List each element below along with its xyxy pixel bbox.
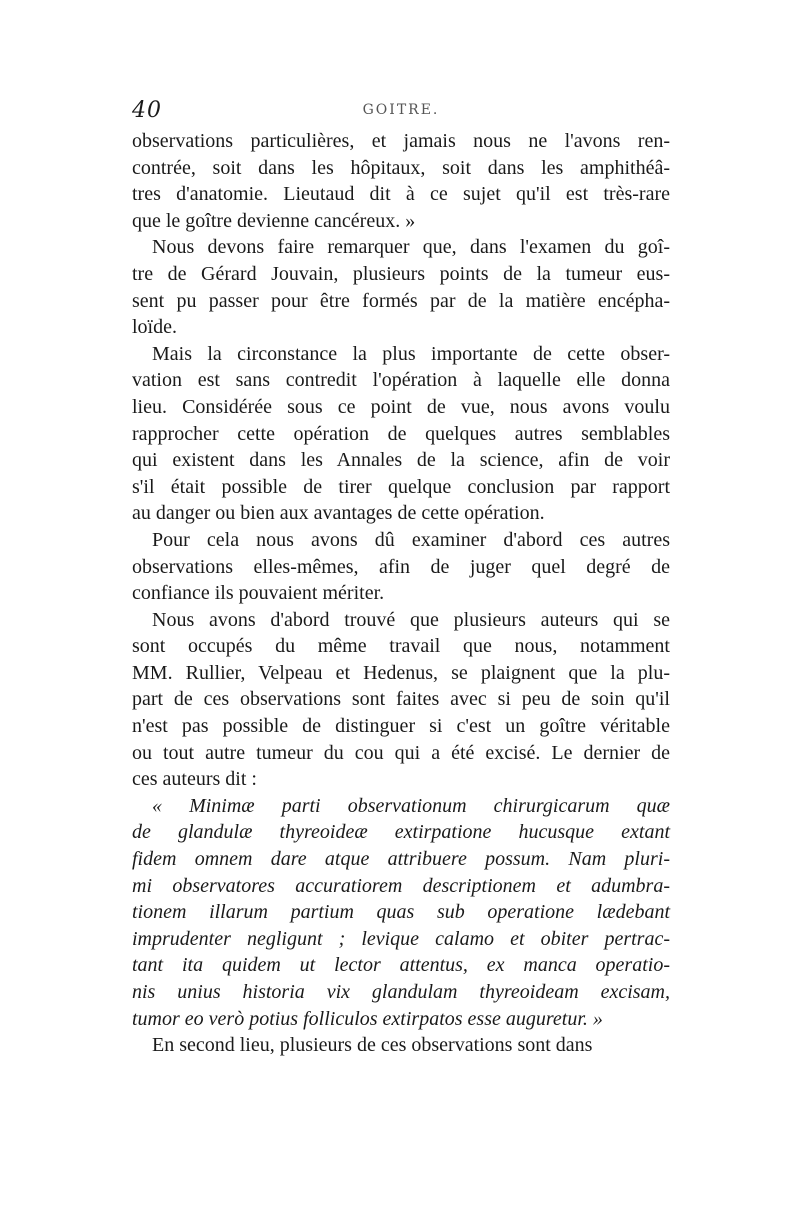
text-line: observations particulières, et jamais nous ne l'avons ren- xyxy=(132,130,670,152)
text-line: sent pu passer pour être formés par de la matière encépha- xyxy=(132,289,670,312)
text-line: qui existent dans les Annales de la science, afin de voir xyxy=(132,449,670,472)
text-line: Nous devons faire remarquer que, dans l'examen du goî- xyxy=(152,236,670,259)
running-head: GOITRE. xyxy=(362,102,440,118)
text-line: vation est sans contredit l'opération à laquelle elle donna xyxy=(132,369,670,392)
text-line: s'il était possible de tirer quelque conclusion par rapport xyxy=(132,475,670,498)
page-header xyxy=(132,98,670,128)
page-number: 40 xyxy=(132,98,162,123)
paragraph xyxy=(132,1032,670,1059)
text-line: loïde. xyxy=(132,316,177,339)
text-line: observations elles-mêmes, afin de juger quel degré de xyxy=(132,555,670,578)
text-line: confiance ils pouvaient mériter. xyxy=(132,582,385,605)
text-line: tionem illarum partium quas sub operatione lædebant xyxy=(132,901,670,924)
text-line: part de ces observations sont faites avec si peu de soin qu'il xyxy=(132,688,670,711)
text-line: mi observatores accuratiorem descriptionem et adumbra- xyxy=(132,874,670,897)
text-line: de glandulæ thyreoideæ extirpatione hucusque extant xyxy=(132,821,670,844)
text-line: contrée, soit dans les hôpitaux, soit dans les amphithéâ- xyxy=(132,156,670,179)
text-line: au danger ou bien aux avantages de cette opération. xyxy=(132,502,545,525)
text-line: tres d'anatomie. Lieutaud dit à ce sujet qu'il est très-rare xyxy=(132,183,670,206)
paragraph xyxy=(132,341,670,527)
paragraph xyxy=(132,128,670,234)
text-line: nis unius historia vix glandulam thyreoideam excisam, xyxy=(132,981,670,1003)
text-line: Pour cela nous avons dû examiner d'abord ces autres xyxy=(152,528,670,551)
latin-quotation xyxy=(132,793,670,1032)
text-line: ou tout autre tumeur du cou qui a été excisé. Le dernier de xyxy=(132,741,670,764)
body-text xyxy=(132,128,670,1059)
text-line: « Minimæ parti observationum chirurgicarum quæ xyxy=(152,794,670,817)
paragraph xyxy=(132,607,670,793)
text-line: imprudenter negligunt ; levique calamo et obiter pertrac- xyxy=(132,927,670,950)
text-line: MM. Rullier, Velpeau et Hedenus, se plaignent que la plu- xyxy=(132,661,670,684)
text-line: ces auteurs dit : xyxy=(132,768,257,791)
text-line: que le goître devienne cancéreux. » xyxy=(132,209,416,232)
text-line: fidem omnem dare atque attribuere possum. Nam pluri- xyxy=(132,848,670,871)
text-line: tumor eo verò potius folliculos extirpatos esse auguretur. » xyxy=(132,1007,603,1030)
book-page xyxy=(132,98,670,1059)
text-line: n'est pas possible de distinguer si c'est un goître véritable xyxy=(132,715,670,738)
text-line: Mais la circonstance la plus importante de cette obser- xyxy=(152,342,670,365)
text-line: En second lieu, plusieurs de ces observations sont dans xyxy=(152,1034,593,1057)
text-line: rapprocher cette opération de quelques autres semblables xyxy=(132,422,670,445)
text-line: tant ita quidem ut lector attentus, ex manca operatio- xyxy=(132,954,670,977)
text-line: tre de Gérard Jouvain, plusieurs points de la tumeur eus- xyxy=(132,262,670,285)
paragraph xyxy=(132,527,670,607)
text-line: sont occupés du même travail que nous, notamment xyxy=(132,635,670,658)
text-line: Nous avons d'abord trouvé que plusieurs auteurs qui se xyxy=(152,608,670,631)
text-line: lieu. Considérée sous ce point de vue, nous avons voulu xyxy=(132,395,670,418)
paragraph xyxy=(132,234,670,340)
